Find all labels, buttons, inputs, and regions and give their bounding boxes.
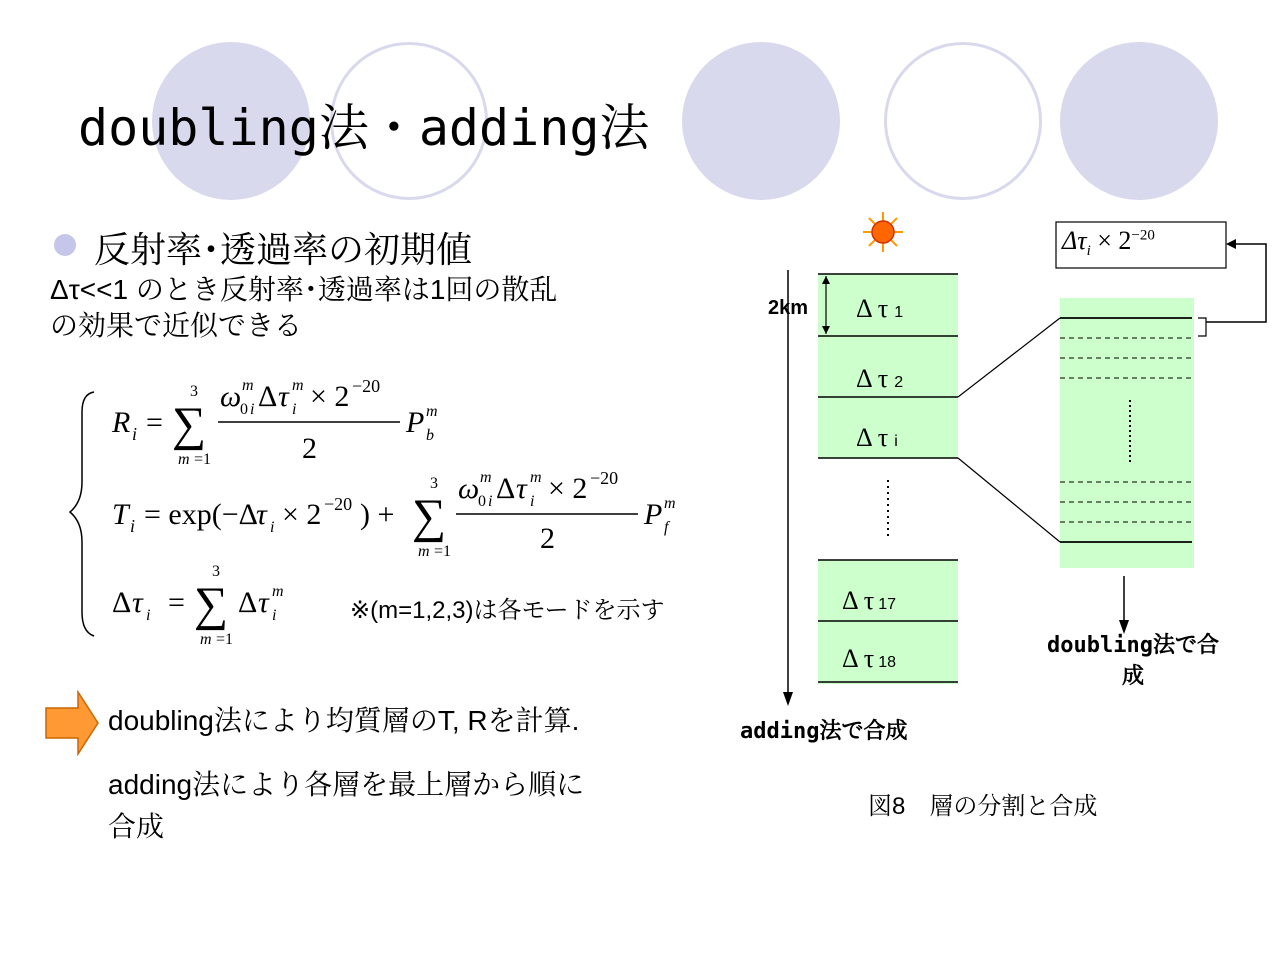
svg-text:m: m bbox=[272, 583, 284, 600]
svg-text:i: i bbox=[132, 424, 138, 444]
svg-text:T: T bbox=[112, 498, 129, 531]
svg-text:−20: −20 bbox=[590, 468, 619, 488]
svg-text:τ: τ bbox=[258, 586, 269, 619]
svg-text:τ: τ bbox=[256, 498, 267, 531]
scale-label: 2km bbox=[768, 297, 809, 319]
svg-text:m: m bbox=[664, 495, 676, 512]
svg-text:3: 3 bbox=[430, 475, 438, 492]
arrow-bullet-icon bbox=[44, 690, 100, 756]
svg-text:m: m bbox=[242, 377, 254, 394]
svg-text:τ: τ bbox=[132, 586, 143, 619]
svg-text:× 2: × 2 bbox=[310, 380, 350, 413]
svg-text:b: b bbox=[426, 427, 434, 444]
svg-text:∑: ∑ bbox=[194, 578, 229, 631]
slide-title: doubling法・adding法 bbox=[78, 99, 650, 157]
intro-line-1: Δτ<<1 のとき反射率･透過率は1回の散乱 bbox=[50, 274, 558, 305]
svg-text:R: R bbox=[112, 406, 131, 439]
layer-label-1: Δ τ 1 bbox=[856, 294, 904, 323]
svg-text:2: 2 bbox=[302, 432, 317, 465]
svg-text:i: i bbox=[250, 401, 255, 418]
left-brace bbox=[70, 392, 94, 636]
svg-text:=1: =1 bbox=[434, 543, 452, 560]
svg-text:τ: τ bbox=[516, 472, 527, 505]
svg-text:−20: −20 bbox=[324, 494, 353, 514]
decor-circle-3 bbox=[682, 42, 840, 200]
svg-text:τ: τ bbox=[278, 380, 289, 413]
layer-label-i: Δ τ i bbox=[856, 423, 898, 452]
svg-text:=1: =1 bbox=[194, 451, 212, 468]
svg-text:m: m bbox=[292, 377, 304, 394]
svg-text:m: m bbox=[200, 631, 212, 648]
svg-text:3: 3 bbox=[190, 383, 198, 400]
svg-text:m: m bbox=[178, 451, 190, 468]
svg-text:= exp(−Δ: = exp(−Δ bbox=[144, 498, 258, 531]
svg-text:∑: ∑ bbox=[172, 398, 207, 451]
bullet-list bbox=[108, 700, 728, 848]
box-times: × 2 bbox=[1097, 226, 1132, 255]
decor-circle-4 bbox=[884, 42, 1042, 200]
svg-text:Δ: Δ bbox=[496, 472, 516, 505]
svg-text:i: i bbox=[488, 493, 493, 510]
adding-label: adding法で合成 bbox=[740, 719, 908, 744]
decor-circle-5 bbox=[1060, 42, 1218, 200]
bullet-adding-1: adding法により各層を最上層から順に bbox=[108, 769, 585, 800]
box-delta-tau: Δτ bbox=[1062, 226, 1087, 255]
svg-text:m: m bbox=[530, 469, 542, 486]
layer-label-18: Δ τ 18 bbox=[842, 644, 897, 673]
svg-text:ω: ω bbox=[220, 380, 242, 413]
mode-note: ※(m=1,2,3)は各モードを示す bbox=[350, 597, 665, 624]
svg-text:i: i bbox=[130, 516, 136, 536]
svg-text:−20: −20 bbox=[352, 376, 381, 396]
layer-label-17: Δ τ 17 bbox=[842, 586, 897, 615]
intro-text bbox=[50, 272, 700, 344]
svg-text:i: i bbox=[270, 519, 275, 536]
svg-text:=: = bbox=[146, 406, 163, 439]
bullet-doubling: doubling法により均質層のT, Rを計算. bbox=[108, 705, 580, 736]
svg-text:m: m bbox=[480, 469, 492, 486]
section-heading: 反射率･透過率の初期値 bbox=[94, 229, 473, 270]
intro-line-2: の効果で近似できる bbox=[50, 310, 303, 341]
svg-text:0: 0 bbox=[478, 493, 486, 510]
svg-text:∑: ∑ bbox=[412, 490, 447, 543]
svg-text:i: i bbox=[272, 607, 277, 624]
svg-text:Δ: Δ bbox=[258, 380, 278, 413]
bullet-dot bbox=[54, 234, 76, 256]
svg-text:=1: =1 bbox=[216, 631, 234, 648]
svg-text:=: = bbox=[168, 586, 185, 619]
svg-text:ω: ω bbox=[458, 472, 480, 505]
figure-caption: 図8 層の分割と合成 bbox=[868, 793, 1098, 820]
svg-text:f: f bbox=[664, 519, 669, 536]
svg-text:0: 0 bbox=[240, 401, 248, 418]
svg-text:i: i bbox=[146, 607, 151, 624]
box-sub: i bbox=[1086, 243, 1091, 260]
sun-icon bbox=[863, 212, 903, 252]
layer-label-2: Δ τ 2 bbox=[856, 364, 904, 393]
svg-text:i: i bbox=[530, 493, 535, 510]
svg-text:P: P bbox=[644, 498, 663, 531]
svg-text:3: 3 bbox=[212, 563, 220, 580]
svg-text:× 2: × 2 bbox=[282, 498, 322, 531]
bullet-adding-2: 合成 bbox=[108, 811, 165, 842]
svg-text:m: m bbox=[418, 543, 430, 560]
svg-text:m: m bbox=[426, 403, 438, 420]
svg-text:i: i bbox=[292, 401, 297, 418]
svg-text:) +: ) + bbox=[360, 498, 395, 531]
doubling-label: doubling法で合 成 bbox=[1047, 633, 1219, 689]
svg-text:2: 2 bbox=[540, 522, 555, 555]
box-exp: −20 bbox=[1131, 227, 1155, 244]
svg-text:Δ: Δ bbox=[112, 586, 132, 619]
formula-box bbox=[1062, 226, 1155, 260]
svg-text:× 2: × 2 bbox=[548, 472, 588, 505]
svg-text:Δ: Δ bbox=[238, 586, 258, 619]
svg-text:P: P bbox=[406, 406, 425, 439]
